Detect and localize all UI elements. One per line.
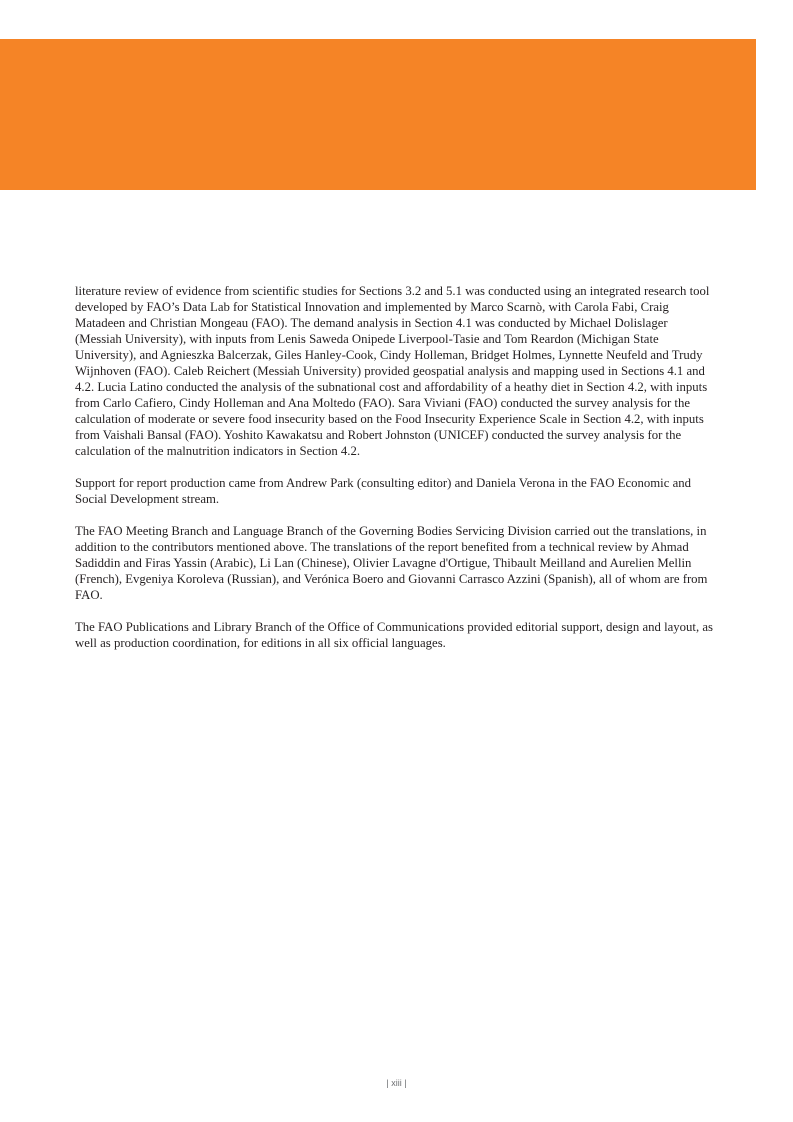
paragraph-publications: The FAO Publications and Library Branch of the Office of Communications provided editorial support, design and layout, as well as production coordination, for editions in all six official languages. bbox=[75, 620, 713, 650]
page-number: | xiii | bbox=[386, 1078, 407, 1088]
acknowledgements-body bbox=[75, 283, 715, 667]
paragraph-translations: The FAO Meeting Branch and Language Branch of the Governing Bodies Servicing Division carried out the translations, in addition to the contributors mentioned above. The translations of the report benefited from a technical review by Ahmad Sadiddin and Firas Yassin (Arabic), Li Lan (Chinese), Olivier Lavagne d'Ortigue, Thibault Meilland and Aurelien Mellin (French), Evgeniya Koroleva (Russian), and Verónica Boero and Giovanni Carrasco Azzini (Spanish), all of whom are from FAO. bbox=[75, 524, 708, 602]
paragraph-production-support: Support for report production came from Andrew Park (consulting editor) and Daniela Verona in the FAO Economic and Social Development stream. bbox=[75, 476, 691, 506]
paragraph-contributors: literature review of evidence from scientific studies for Sections 3.2 and 5.1 was conducted using an integrated research tool developed by FAO’s Data Lab for Statistical Innovation and implemented by Marco Scarnò, with Carola Fabi, Craig Matadeen and Christian Mongeau (FAO). The demand analysis in Section 4.1 was conducted by Michael Dolislager (Messiah University), with inputs from Lenis Saweda Onipede Liverpool-Tasie and Tom Reardon (Michigan State University), and Agnieszka Balcerzak, Giles Hanley-Cook, Cindy Holleman, Bridget Holmes, Lynnette Neufeld and Trudy Wijnhoven (FAO). Caleb Reichert (Messiah University) provided geospatial analysis and mapping used in Sections 4.1 and 4.2. Lucia Latino conducted the analysis of the subnational cost and affordability of a heathy diet in Section 4.2, with inputs from Carlo Cafiero, Cindy Holleman and Ana Moltedo (FAO). Sara Viviani (FAO) conducted the survey analysis for the calculation of moderate or severe food insecurity based on the Food Insecurity Experience Scale in Section 4.2, with inputs from Vaishali Bansal (FAO). Yoshito Kawakatsu and Robert Johnston (UNICEF) conducted the survey analysis for the calculation of the malnutrition indicators in Section 4.2. bbox=[75, 284, 710, 458]
header-band bbox=[0, 39, 756, 190]
